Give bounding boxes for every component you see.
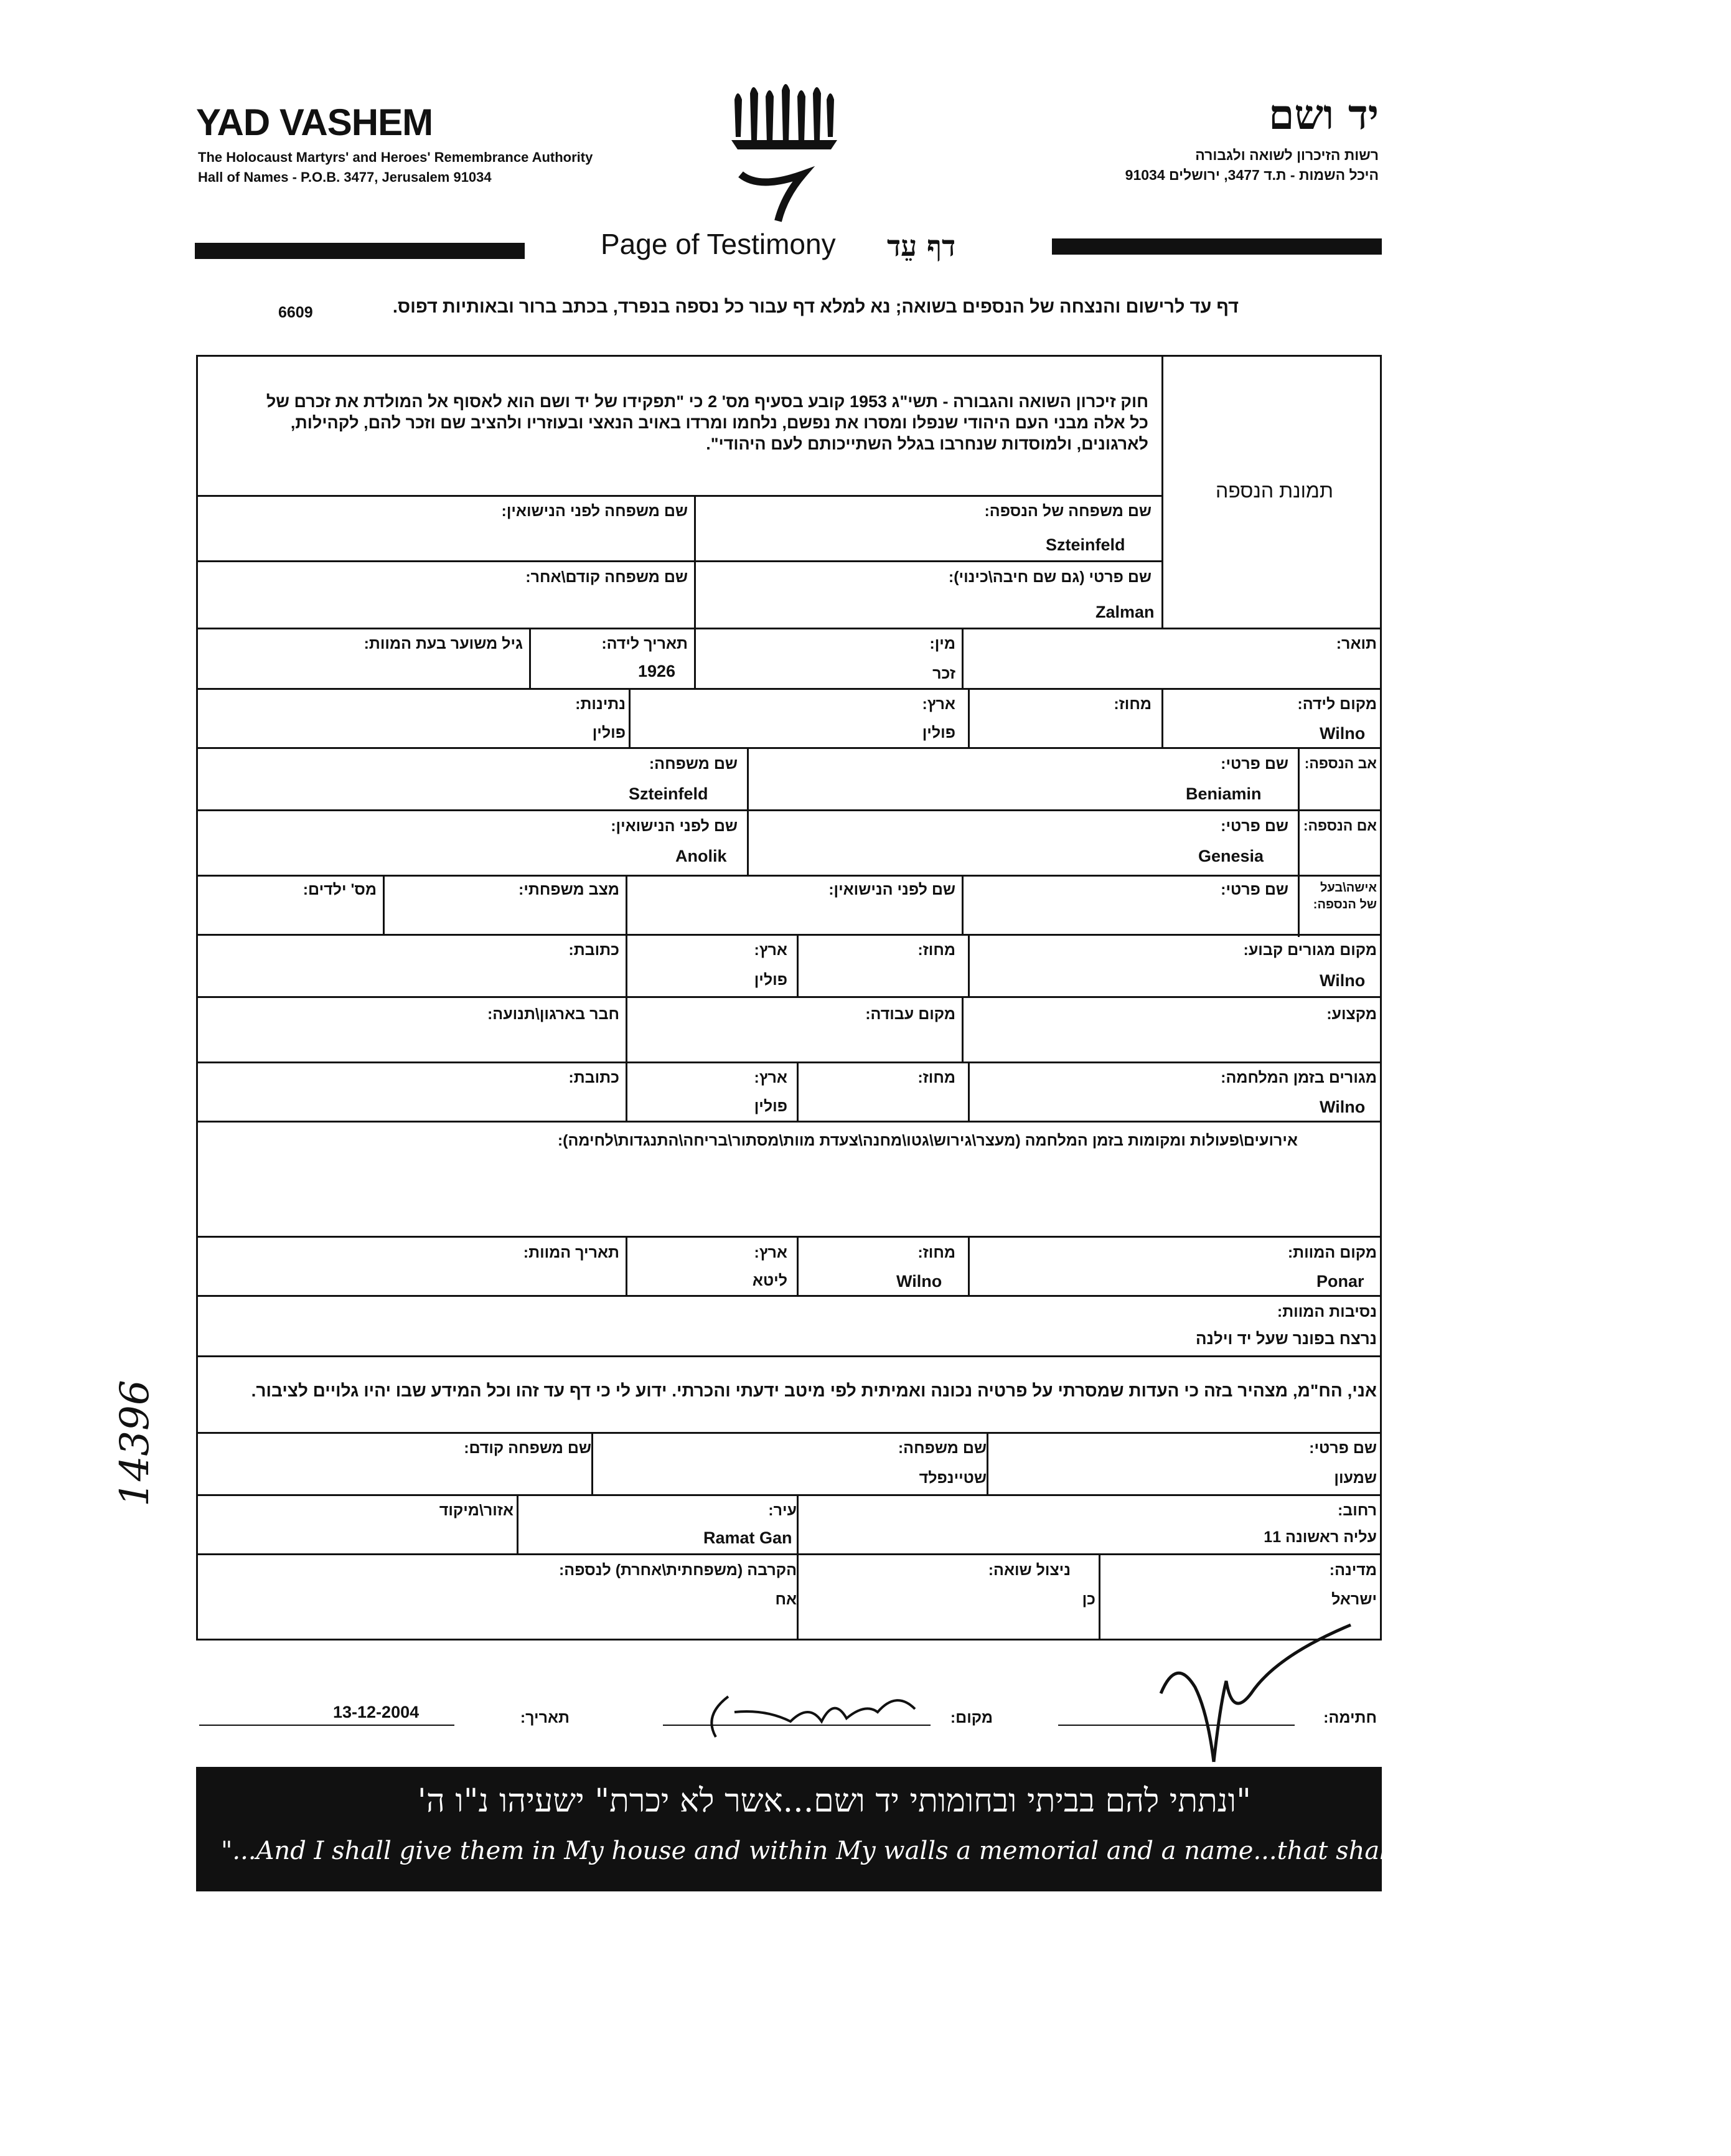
father-surname-label: שם משפחה:: [649, 755, 738, 773]
submitter-first-name-label: שם פרטי:: [1309, 1439, 1377, 1457]
law-text-line1: חוק זיכרון השואה והגבורה - תשי"ג 1953 קובע בסעיף מס' 2 כי "תפקידו של יד ושם הוא לאסוף אל המולדת את זכרם של: [266, 392, 1148, 411]
residence-district-label: מחוז:: [917, 941, 955, 959]
submitter-city-value[interactable]: Ramat Gan: [703, 1528, 792, 1547]
spouse-maiden-label: שם לפני הנישואין:: [828, 881, 955, 898]
birth-country-label: ארץ:: [922, 695, 955, 713]
birth-district-label: מחוז:: [1114, 695, 1152, 713]
signature-mark-icon[interactable]: [1158, 1619, 1357, 1774]
relation-label: הקרבה (משפחתית\אחרת) לנספה:: [558, 1561, 797, 1579]
death-district-value[interactable]: Wilno: [896, 1272, 942, 1291]
place-label: מקום:: [950, 1709, 993, 1726]
page-title-he: דף עֵד: [887, 229, 956, 263]
submitter-city-label: עיר:: [768, 1502, 797, 1519]
mother-maiden-value[interactable]: Anolik: [675, 847, 727, 865]
mother-first-name-value[interactable]: Genesia: [1198, 847, 1264, 865]
father-row-label: אב הנספה:: [1304, 755, 1377, 771]
org-subtitle-he: רשות הזיכרון לשואה ולגבורה: [1195, 147, 1379, 163]
victim-first-name-label: שם פרטי (גם שם חיבה\כינוי):: [948, 568, 1152, 586]
wartime-district-label: מחוז:: [917, 1069, 955, 1086]
title-bar-right: [1052, 238, 1382, 255]
page-title-en: Page of Testimony: [601, 228, 836, 260]
victim-maiden-label: שם משפחה לפני הנישואין:: [501, 502, 688, 520]
date-value[interactable]: 13-12-2004: [333, 1703, 420, 1721]
workplace-label: מקום עבודה:: [865, 1005, 955, 1023]
org-address-en: Hall of Names - P.O.B. 3477, Jerusalem 91034: [198, 169, 492, 185]
wartime-place-value[interactable]: Wilno: [1320, 1098, 1366, 1116]
survivor-value[interactable]: כן: [1082, 1591, 1095, 1608]
residence-country-value[interactable]: פולין: [754, 971, 787, 989]
spouse-first-name-label: שם פרטי:: [1221, 881, 1288, 898]
quote-hebrew: "ונתתי להם בביתי ובחומותי יד ושם...אשר לא יכרת" ישעיהו נ"ו ה': [417, 1782, 1251, 1820]
law-text-line3: לארגונים, ולמוסדות שנחרבו בגלל השתייכותם לעם היהודי".: [706, 435, 1148, 453]
law-text-line2: כל אלה מבני העם היהודי שנפלו ומסרו את נפשם, נלחמו ומרדו באויב הנאצי ובעוזריו ולהציב שם וזכר להם, לקהילות,: [290, 413, 1148, 432]
profession-label: מקצוע:: [1326, 1005, 1377, 1023]
victim-gender-label: מין:: [929, 635, 955, 652]
residence-place-label: מקום מגורים קבוע:: [1243, 941, 1377, 959]
citizenship-value[interactable]: פולין: [592, 724, 626, 741]
org-subtitle-en: The Holocaust Martyrs' and Heroes' Remembrance Authority: [198, 149, 593, 165]
photo-label: תמונת הנספה: [1215, 479, 1333, 502]
organization-label: חבר בארגון\תנועה:: [487, 1005, 619, 1023]
wartime-events-label: אירועים\פעולות ומקומות בזמן המלחמה (מעצר\גירוש\גטו\מחנה\צעדת מוות\מסתור\בריחה\התנגדות\לחימה):: [557, 1132, 1298, 1149]
death-place-label: מקום המוות:: [1287, 1244, 1377, 1261]
death-country-value[interactable]: ליטא: [752, 1272, 787, 1289]
handwritten-number: 14396: [112, 1380, 158, 1507]
submitter-surname-value[interactable]: שטיינפלד: [919, 1469, 987, 1487]
victim-surname-value[interactable]: Szteinfeld: [1046, 535, 1125, 554]
date-line: [199, 1725, 454, 1726]
submitter-street-label: רחוב:: [1337, 1502, 1377, 1519]
mother-first-name-label: שם פרטי:: [1221, 817, 1288, 835]
victim-birth-date-value[interactable]: 1926: [638, 662, 676, 680]
death-place-value[interactable]: Ponar: [1316, 1272, 1364, 1291]
form-number: 6609: [278, 304, 313, 321]
spouse-children-label: מס' ילדים:: [303, 881, 377, 898]
survivor-label: ניצול שואה:: [988, 1561, 1071, 1579]
wartime-place-label: מגורים בזמן המלחמה:: [1221, 1069, 1377, 1086]
date-label: תאריך:: [520, 1709, 570, 1726]
wartime-address-label: כתובת:: [568, 1069, 619, 1086]
wartime-country-label: ארץ:: [754, 1069, 787, 1086]
spouse-row-label-1: אישה\בעל: [1320, 881, 1377, 895]
form-instruction: דף עד לרישום והנצחה של הנספים בשואה; נא למלא דף עבור כל נספה בנפרד, בכתב ברור ובאותיות דפוס.: [392, 297, 1239, 317]
death-country-label: ארץ:: [754, 1244, 787, 1261]
victim-prev-name-label: שם משפחה קודם\אחר:: [525, 568, 688, 586]
declaration-text: אני, הח"מ, מצהיר בזה כי העדות שמסרתי על פרטיה נכונה ואמיתית לפי מיטב ידעתי והכרתי. ידוע לי כי דף עד זהו וכל המידע שבו יהיו גלויים לציבור.: [251, 1381, 1377, 1400]
org-name-en: YAD VASHEM: [196, 101, 433, 143]
citizenship-label: נתינות:: [575, 695, 626, 713]
submitter-surname-label: שם משפחה:: [898, 1439, 987, 1457]
death-district-label: מחוז:: [917, 1244, 955, 1261]
residence-address-label: כתובת:: [568, 941, 619, 959]
title-bar-left: [195, 243, 525, 259]
death-date-label: תאריך המוות:: [523, 1244, 619, 1261]
spouse-row-label-2: של הנספה:: [1313, 898, 1377, 911]
victim-birth-date-label: תאריך לידה:: [601, 635, 688, 652]
birth-place-value[interactable]: Wilno: [1320, 724, 1366, 743]
submitter-country-label: מדינה:: [1329, 1561, 1377, 1579]
death-circumstances-value[interactable]: נרצח בפונר שעל יד וילנה: [1196, 1329, 1377, 1348]
victim-title-label: תואר:: [1336, 635, 1377, 652]
signature-label: חתימה:: [1323, 1709, 1377, 1726]
victim-first-name-value[interactable]: Zalman: [1095, 603, 1155, 621]
org-name-he: יד ושם: [1269, 90, 1379, 139]
quote-banner: [196, 1767, 1731, 1891]
wartime-country-value[interactable]: פולין: [754, 1098, 787, 1115]
photo-column-divider: [1161, 355, 1163, 629]
spouse-family-status-label: מצב משפחתי:: [518, 881, 619, 898]
org-address-he: היכל השמות - ת.ד 3477, ירושלים 91034: [1125, 167, 1379, 183]
father-surname-value[interactable]: Szteinfeld: [629, 784, 708, 803]
submitter-street-value[interactable]: עליה ראשונה 11: [1264, 1528, 1377, 1546]
quote-english: "...And I shall give them in My house and within My walls a memorial and a name...that shall not be cut off" Isaiah 56:5: [221, 1837, 1731, 1865]
mother-maiden-label: שם לפני הנישואין:: [611, 817, 738, 835]
mother-row-label: אם הנספה:: [1303, 817, 1377, 834]
father-first-name-label: שם פרטי:: [1221, 755, 1288, 773]
submitter-first-name-value[interactable]: שמעון: [1334, 1469, 1377, 1487]
birth-country-value[interactable]: פולין: [922, 724, 955, 741]
submitter-prev-surname-label: שם משפחה קודם:: [464, 1439, 591, 1457]
residence-country-label: ארץ:: [754, 941, 787, 959]
victim-age-label: גיל משוער בעת המוות:: [364, 635, 523, 652]
victim-gender-value[interactable]: זכר: [932, 665, 955, 682]
residence-place-value[interactable]: Wilno: [1320, 971, 1366, 990]
father-first-name-value[interactable]: Beniamin: [1186, 784, 1262, 803]
death-circumstances-label: נסיבות המוות:: [1277, 1303, 1377, 1320]
birth-place-label: מקום לידה:: [1297, 695, 1377, 713]
submitter-zip-label: אזור\מיקוד: [439, 1502, 514, 1519]
victim-surname-label: שם משפחה של הנספה:: [984, 502, 1152, 520]
place-handwriting-icon: [691, 1684, 940, 1746]
submitter-country-value[interactable]: ישראל: [1331, 1591, 1377, 1608]
relation-value[interactable]: אח: [775, 1591, 797, 1608]
yad-vashem-logo-icon: [722, 81, 840, 224]
